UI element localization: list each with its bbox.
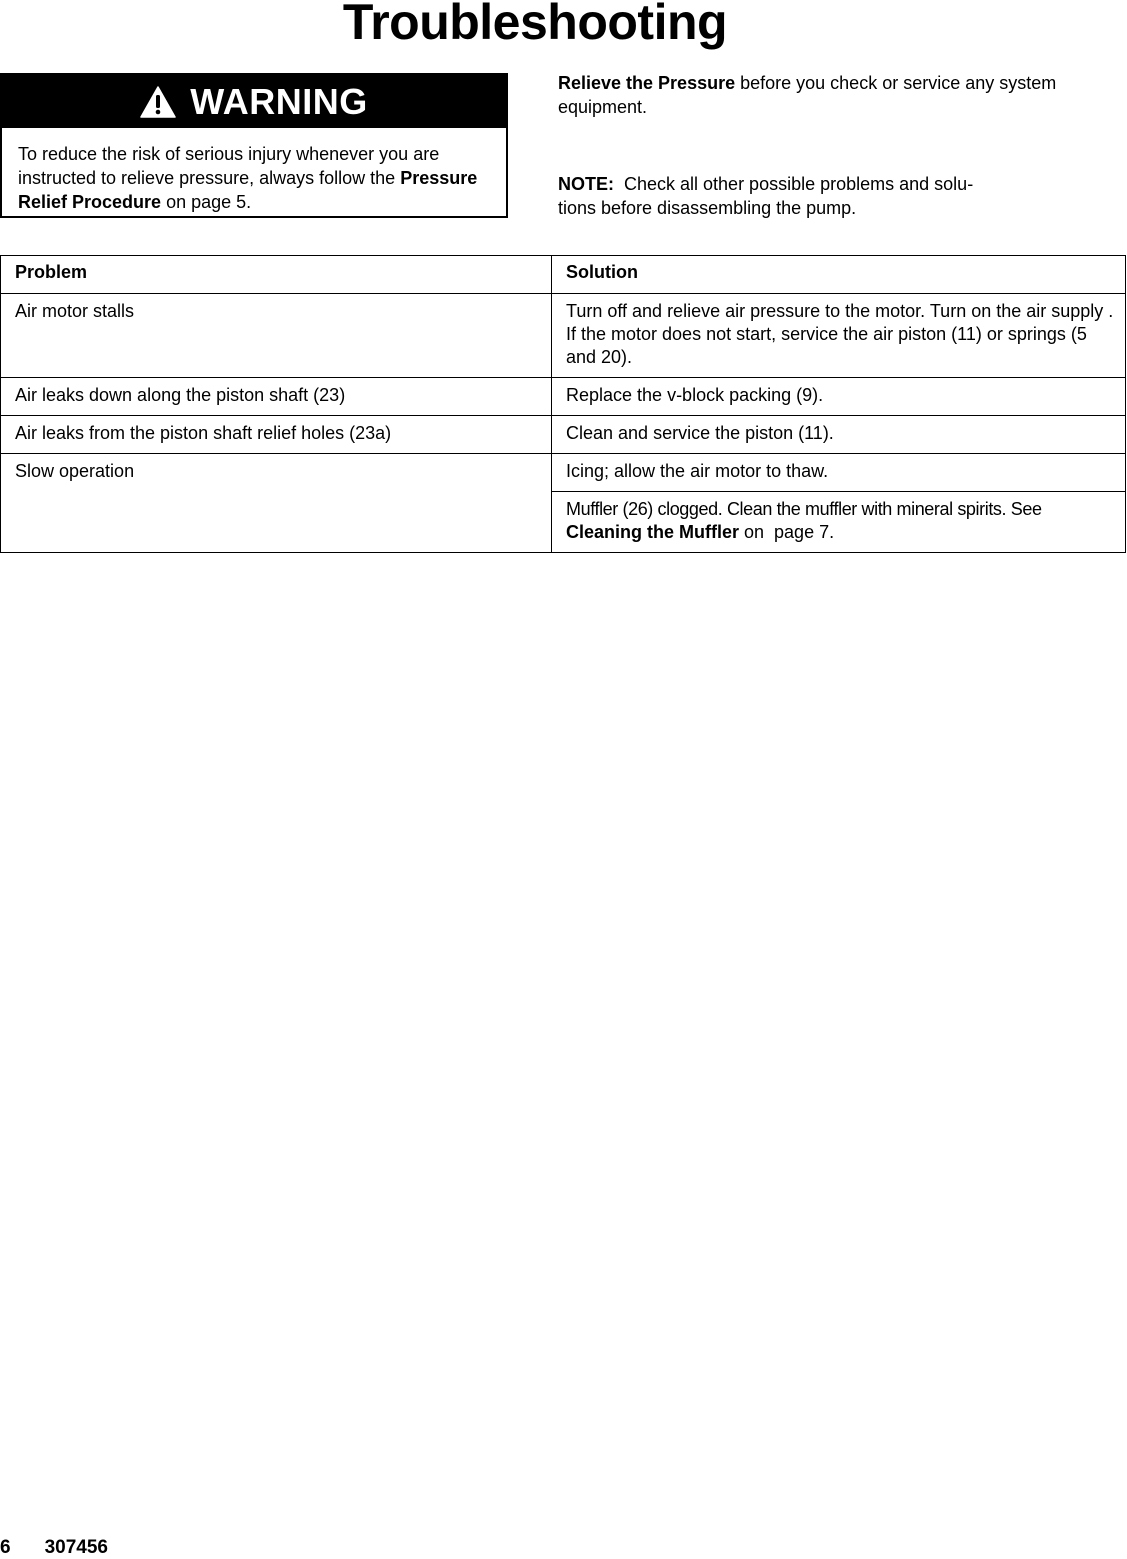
relieve-pressure-text: before you check or service any system equipment. <box>558 73 1057 117</box>
header-problem: Problem <box>1 256 552 294</box>
muffler-text: Muffler (26) clogged. Clean the muffler with mineral spirits. See <box>566 499 1042 519</box>
page-title: Troubleshooting <box>342 0 728 50</box>
warning-header <box>2 75 506 128</box>
note-label: NOTE: <box>558 174 614 194</box>
table-row <box>1 294 1126 378</box>
warning-label: WARNING <box>190 80 368 122</box>
note-paragraph <box>558 172 1078 220</box>
problem-cell: Air leaks from the piston shaft relief holes (23a) <box>1 416 552 454</box>
relieve-pressure-paragraph <box>558 71 1078 119</box>
warning-text-part: To reduce the risk of serious injury whenever you are instructed to relieve pressure, always follow the <box>18 144 440 188</box>
header-solution: Solution <box>552 256 1126 294</box>
warning-text <box>2 128 506 214</box>
cleaning-muffler-ref: Cleaning the Muffler <box>566 522 740 542</box>
document-number: 307456 <box>44 1537 108 1558</box>
solution-cell-muffler <box>552 492 1126 553</box>
table-row <box>1 454 1126 492</box>
pressure-relief-procedure-ref: Pressure Relief Procedure <box>18 168 478 212</box>
troubleshooting-table <box>0 255 1126 553</box>
problem-cell: Air leaks down along the piston shaft (23) <box>1 378 552 416</box>
relieve-pressure-bold: Relieve the Pressure <box>558 73 736 93</box>
warning-triangle-icon <box>140 86 176 118</box>
solution-cell: Replace the v-block packing (9). <box>552 378 1126 416</box>
table-header-row <box>1 256 1126 294</box>
solution-cell: Clean and service the piston (11). <box>552 416 1126 454</box>
table-row <box>1 378 1126 416</box>
page-number: 6 <box>0 1537 11 1558</box>
note-text-line2: tions before disassembling the pump. <box>558 198 857 218</box>
solution-cell: Turn off and relieve air pressure to the motor. Turn on the air supply . If the motor does not start, service the air piston (11) or springs (5 and 20). <box>552 294 1126 378</box>
warning-box <box>0 73 508 218</box>
muffler-page-ref: on page 7. <box>739 522 835 542</box>
problem-cell: Slow operation <box>1 454 552 553</box>
solution-cell: Icing; allow the air motor to thaw. <box>552 454 1126 492</box>
table-row <box>1 416 1126 454</box>
note-text: Check all other possible problems and solu- <box>614 174 974 194</box>
warning-text-end: on page 5. <box>161 192 252 212</box>
problem-cell: Air motor stalls <box>1 294 552 378</box>
